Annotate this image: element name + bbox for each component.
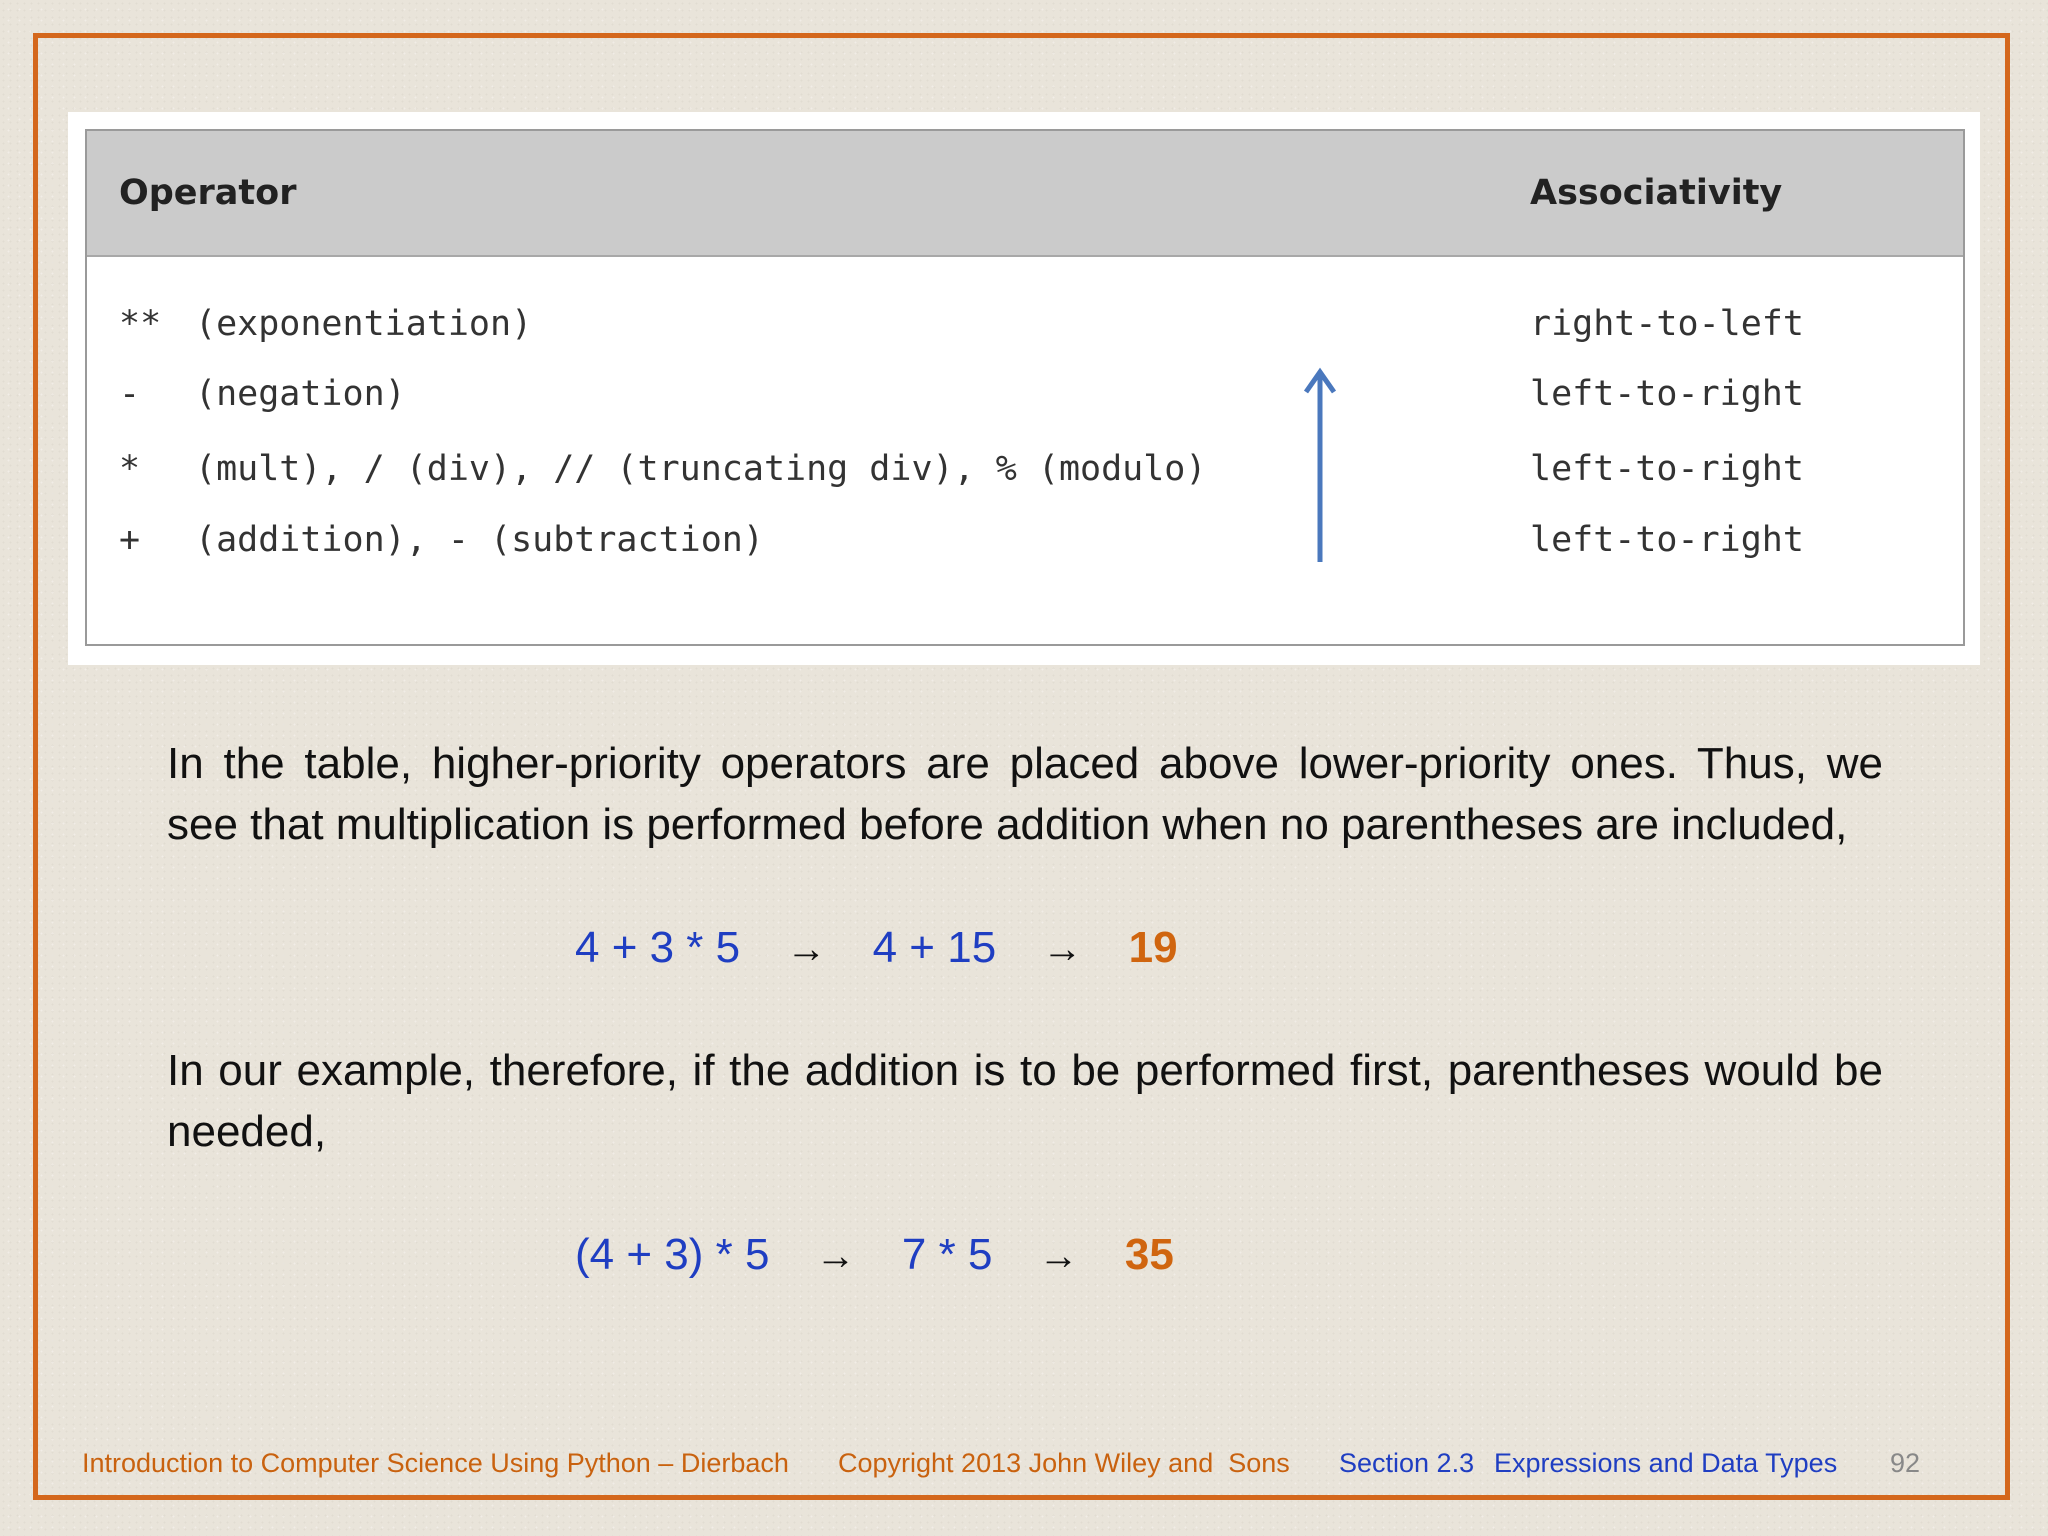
priority-arrow-icon [1300, 366, 1340, 566]
table-header [87, 131, 1963, 257]
operator-symbol: ** [119, 304, 162, 344]
example-1 [575, 922, 1178, 975]
operator-description: (exponentiation) [195, 304, 533, 344]
footer-book-title: Introduction to Computer Science Using Python – Dierbach [82, 1448, 789, 1478]
operator-description: (mult), / (div), // (truncating div), % (modulo) [195, 449, 1207, 489]
associativity-value: left-to-right [1530, 449, 1804, 489]
header-associativity: Associativity [1530, 173, 1783, 213]
arrow-right-icon: → [1038, 1234, 1079, 1278]
example-2-step: 7 * 5 [901, 1230, 993, 1279]
precedence-table-panel [68, 112, 1980, 665]
example-1-result: 19 [1128, 923, 1178, 972]
footer-section: Section 2.3 [1339, 1448, 1475, 1478]
table-row [87, 304, 1963, 364]
operator-symbol: + [119, 520, 141, 560]
example-2 [575, 1229, 1174, 1282]
footer-copyright: Copyright 2013 John Wiley and Sons [838, 1448, 1290, 1478]
page-number: 92 [1890, 1448, 1921, 1478]
paragraph-precedence: In the table, higher-priority operators are placed above lower-priority ones. Thus, we see that multiplication is performed before addition when no parentheses are included, [167, 739, 1883, 849]
arrow-right-icon: → [786, 927, 827, 971]
associativity-value: right-to-left [1530, 304, 1804, 344]
operator-symbol: - [119, 374, 141, 414]
table-row [87, 449, 1963, 509]
precedence-table [85, 129, 1965, 646]
example-1-step: 4 + 15 [872, 923, 997, 972]
operator-description: (negation) [195, 374, 406, 414]
footer-topic: Expressions and Data Types [1494, 1448, 1838, 1478]
arrow-right-icon: → [815, 1234, 856, 1278]
operator-symbol: * [119, 449, 141, 489]
associativity-value: left-to-right [1530, 520, 1804, 560]
table-row [87, 520, 1963, 580]
operator-description: (addition), - (subtraction) [195, 520, 764, 560]
example-2-result: 35 [1124, 1230, 1174, 1279]
example-1-expression: 4 + 3 * 5 [575, 923, 741, 972]
arrow-right-icon: → [1042, 927, 1083, 971]
header-operator: Operator [119, 173, 297, 213]
associativity-value: left-to-right [1530, 374, 1804, 414]
table-row [87, 374, 1963, 434]
paragraph-parentheses: In our example, therefore, if the addition is to be performed first, parentheses would be needed, [167, 1046, 1883, 1156]
example-2-expression: (4 + 3) * 5 [575, 1230, 770, 1279]
